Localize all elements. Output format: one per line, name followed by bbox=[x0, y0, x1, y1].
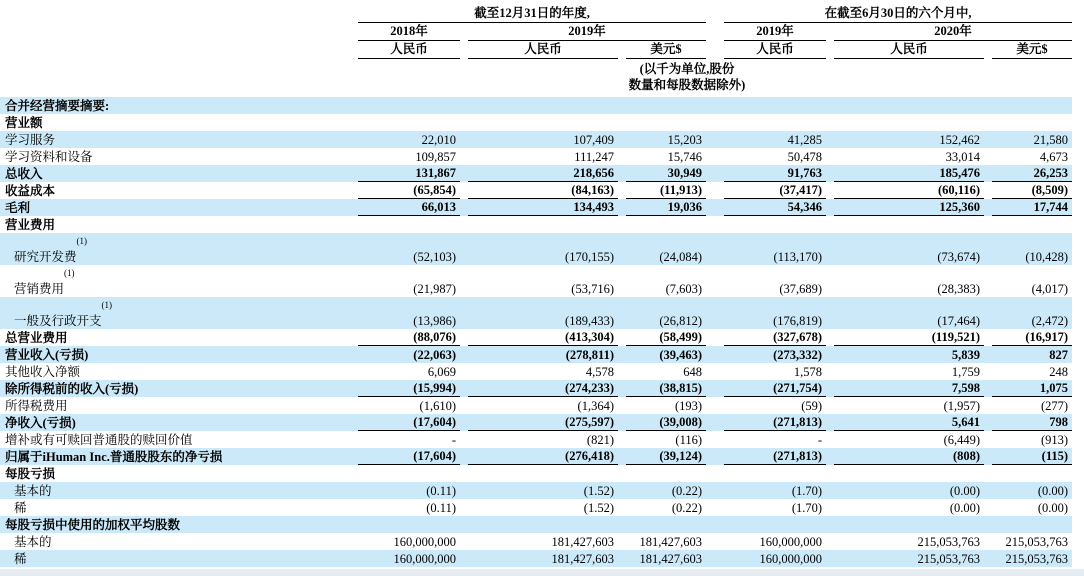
value-cell: 26,253 bbox=[984, 165, 1072, 182]
column-gap bbox=[706, 397, 716, 414]
value-cell: 160,000,000 bbox=[759, 552, 823, 566]
table-row bbox=[0, 414, 1072, 431]
column-gap bbox=[706, 431, 716, 448]
row-label: 营业额 bbox=[5, 116, 43, 130]
table-row bbox=[0, 499, 1072, 516]
value-cell: (0.00) bbox=[1037, 501, 1069, 515]
value-cell: 160,000,000 bbox=[393, 535, 456, 549]
value-cell bbox=[350, 465, 460, 482]
value-cell: 21,580 bbox=[1033, 133, 1069, 147]
value-cell: (26,812) bbox=[659, 314, 703, 328]
financial-summary-page bbox=[0, 5, 1084, 576]
table-row bbox=[0, 329, 1072, 346]
value-cell: (58,499) bbox=[618, 329, 706, 346]
unit-note-row bbox=[0, 59, 1072, 97]
value-cell: 1,578 bbox=[793, 365, 823, 379]
value-cell: (274,233) bbox=[460, 380, 618, 397]
value-cell: (39,463) bbox=[659, 348, 703, 362]
value-cell: 1,075 bbox=[984, 380, 1072, 397]
column-gap bbox=[706, 265, 716, 297]
year-header-2018: 2018年 bbox=[358, 23, 460, 41]
row-label: 归属于iHuman Inc.普通股股东的净亏损 bbox=[5, 450, 223, 464]
value-cell: (271,813) bbox=[716, 448, 826, 465]
row-label: 所得税费用 bbox=[5, 399, 68, 413]
column-gap bbox=[706, 516, 716, 533]
column-gap bbox=[706, 216, 716, 233]
value-cell: (37,417) bbox=[716, 182, 826, 199]
value-cell: 181,427,603 bbox=[639, 535, 703, 549]
value-cell: 50,478 bbox=[787, 150, 823, 164]
value-cell: (271,813) bbox=[716, 414, 826, 431]
value-cell: 248 bbox=[1049, 365, 1069, 379]
value-cell bbox=[826, 465, 984, 482]
value-cell: - bbox=[451, 433, 456, 447]
value-cell: (276,418) bbox=[460, 448, 618, 465]
value-cell: (4,017) bbox=[1031, 282, 1069, 296]
value-cell bbox=[460, 465, 618, 482]
value-cell: 54,346 bbox=[716, 199, 826, 216]
value-cell: (6,449) bbox=[943, 433, 981, 447]
column-gap bbox=[706, 97, 716, 114]
value-cell: (8,509) bbox=[984, 182, 1072, 199]
value-cell: (913) bbox=[1040, 433, 1069, 447]
value-cell: 19,036 bbox=[618, 199, 706, 216]
value-cell: 160,000,000 bbox=[393, 552, 456, 566]
value-cell: (278,811) bbox=[565, 348, 614, 362]
value-cell: (0.00) bbox=[949, 484, 981, 498]
row-label: 净收入(亏损) bbox=[5, 416, 76, 430]
value-cell bbox=[460, 216, 618, 233]
row-label: 稀 bbox=[14, 501, 27, 515]
row-label: 基本的 bbox=[14, 484, 52, 498]
row-label: 学习服务 bbox=[5, 133, 56, 147]
value-cell: (1.52) bbox=[583, 484, 614, 498]
value-cell: (65,854) bbox=[350, 182, 460, 199]
value-cell: 15,746 bbox=[667, 150, 703, 164]
value-cell: (0.22) bbox=[671, 484, 703, 498]
table-row bbox=[0, 233, 1072, 265]
value-cell: (1,364) bbox=[577, 399, 614, 413]
row-label: 收益成本 bbox=[5, 184, 56, 198]
table-row bbox=[0, 165, 1072, 182]
value-cell: (1,957) bbox=[943, 399, 981, 413]
table-row bbox=[0, 448, 1072, 465]
row-label: 营业费用 bbox=[5, 218, 56, 232]
row-label: 毛利 bbox=[5, 201, 31, 215]
unit-note: (以千为单位,股份 数量和每股数据除外) bbox=[628, 62, 746, 92]
footnote-marker: (1) bbox=[101, 300, 113, 310]
value-cell bbox=[350, 516, 460, 533]
row-label: (1) 一般及行政开支 bbox=[14, 300, 113, 328]
value-cell: (17,464) bbox=[937, 314, 981, 328]
value-cell bbox=[716, 216, 826, 233]
value-cell: (39,008) bbox=[618, 414, 706, 431]
value-cell bbox=[984, 114, 1072, 131]
value-cell: (17,604) bbox=[350, 448, 460, 465]
value-cell: 181,427,603 bbox=[551, 552, 614, 566]
column-gap bbox=[706, 380, 716, 397]
row-label: 总收入 bbox=[5, 167, 43, 181]
table-row bbox=[0, 550, 1072, 567]
value-cell bbox=[618, 516, 706, 533]
value-cell: 215,053,763 bbox=[1005, 535, 1069, 549]
value-cell: 215,053,763 bbox=[1005, 552, 1069, 566]
value-cell: (21,987) bbox=[413, 282, 456, 296]
row-label: 学习资料和设备 bbox=[5, 150, 93, 164]
value-cell bbox=[716, 516, 826, 533]
column-group-header-row bbox=[0, 5, 1072, 23]
value-cell: 17,744 bbox=[984, 199, 1072, 216]
value-cell bbox=[460, 97, 618, 114]
column-gap bbox=[706, 297, 716, 329]
value-cell: (73,674) bbox=[937, 250, 981, 264]
value-cell bbox=[984, 465, 1072, 482]
value-cell bbox=[716, 114, 826, 131]
currency-header: 美元$ bbox=[626, 41, 706, 59]
table-row bbox=[0, 131, 1072, 148]
column-gap bbox=[706, 465, 716, 482]
table-row bbox=[0, 297, 1072, 329]
year-header-2019-interim: 2019年 bbox=[724, 23, 826, 41]
col-group-title-six-months: 在截至6月30日的六个月中, bbox=[724, 5, 1072, 23]
value-cell bbox=[826, 114, 984, 131]
column-gap bbox=[706, 363, 716, 380]
value-cell: 22,010 bbox=[421, 133, 456, 147]
value-cell: (275,597) bbox=[460, 414, 618, 431]
row-label: 除所得税前的收入(亏损) bbox=[5, 382, 139, 396]
value-cell: 181,427,603 bbox=[639, 552, 703, 566]
value-cell bbox=[826, 216, 984, 233]
value-cell: (808) bbox=[826, 448, 984, 465]
value-cell: 30,949 bbox=[618, 165, 706, 182]
value-cell: (189,433) bbox=[565, 314, 614, 328]
row-label: 合并经营摘要摘要: bbox=[5, 99, 110, 113]
value-cell: 215,053,763 bbox=[917, 552, 981, 566]
financial-summary-table bbox=[0, 5, 1072, 567]
table-row bbox=[0, 199, 1072, 216]
value-cell: 66,013 bbox=[350, 199, 460, 216]
year-header-row bbox=[0, 23, 1072, 41]
value-cell: (1,610) bbox=[419, 399, 456, 413]
value-cell: 218,656 bbox=[460, 165, 618, 182]
value-cell: 160,000,000 bbox=[759, 535, 823, 549]
value-cell bbox=[350, 114, 460, 131]
value-cell: (11,913) bbox=[618, 182, 706, 199]
value-cell: (53,716) bbox=[571, 282, 614, 296]
value-cell: (2,472) bbox=[1031, 314, 1069, 328]
currency-header: 人民币 bbox=[834, 41, 984, 59]
value-cell bbox=[460, 516, 618, 533]
value-cell: 91,763 bbox=[716, 165, 826, 182]
column-gap bbox=[706, 114, 716, 131]
value-cell: (38,815) bbox=[618, 380, 706, 397]
value-cell: 134,493 bbox=[460, 199, 618, 216]
value-cell: (59) bbox=[801, 399, 823, 413]
value-cell: 1,759 bbox=[951, 365, 981, 379]
year-header-2020: 2020年 bbox=[834, 23, 1072, 41]
value-cell: (39,124) bbox=[618, 448, 706, 465]
row-label: (1) 营销费用 bbox=[14, 268, 75, 296]
value-cell: 111,247 bbox=[574, 150, 614, 164]
value-cell: (193) bbox=[674, 399, 703, 413]
row-label: 每股亏损 bbox=[5, 467, 56, 481]
value-cell bbox=[826, 516, 984, 533]
value-cell: 41,285 bbox=[787, 133, 823, 147]
currency-header: 人民币 bbox=[468, 41, 618, 59]
value-cell: 5,839 bbox=[951, 348, 981, 362]
value-cell: (170,155) bbox=[565, 250, 614, 264]
value-cell bbox=[826, 97, 984, 114]
column-gap bbox=[706, 329, 716, 346]
value-cell: (176,819) bbox=[773, 314, 823, 328]
value-cell: (115) bbox=[984, 448, 1072, 465]
value-cell: 107,409 bbox=[573, 133, 614, 147]
year-header-2019: 2019年 bbox=[468, 23, 706, 41]
value-cell bbox=[716, 97, 826, 114]
column-gap bbox=[706, 414, 716, 431]
table-row bbox=[0, 380, 1072, 397]
value-cell bbox=[984, 216, 1072, 233]
column-gap bbox=[706, 199, 716, 216]
value-cell bbox=[716, 465, 826, 482]
value-cell: (16,917) bbox=[984, 329, 1072, 346]
column-gap bbox=[706, 41, 716, 59]
value-cell: - bbox=[817, 433, 823, 447]
value-cell bbox=[984, 97, 1072, 114]
value-cell: 215,053,763 bbox=[917, 535, 981, 549]
bottom-partial-stripe bbox=[0, 569, 1084, 576]
footnote-marker: (1) bbox=[64, 268, 75, 278]
value-cell bbox=[618, 114, 706, 131]
value-cell: 15,203 bbox=[667, 133, 703, 147]
value-cell: (119,521) bbox=[826, 329, 984, 346]
value-cell: (1.70) bbox=[791, 501, 823, 515]
value-cell: (0.11) bbox=[426, 501, 456, 515]
row-label: 增补或有可赎回普通股的赎回价值 bbox=[5, 433, 193, 447]
row-label: 稀 bbox=[14, 552, 27, 566]
value-cell: 131,867 bbox=[350, 165, 460, 182]
value-cell: (7,603) bbox=[665, 282, 703, 296]
value-cell: (0.11) bbox=[426, 484, 456, 498]
footnote-marker: (1) bbox=[76, 236, 88, 246]
value-cell: (28,383) bbox=[937, 282, 981, 296]
value-cell: (273,332) bbox=[773, 348, 823, 362]
table-row bbox=[0, 533, 1072, 550]
table-row bbox=[0, 465, 1072, 482]
column-gap bbox=[706, 5, 716, 23]
value-cell: (277) bbox=[1040, 399, 1069, 413]
value-cell: 185,476 bbox=[826, 165, 984, 182]
row-label: (1) 研究开发费 bbox=[14, 236, 88, 264]
column-gap bbox=[706, 550, 716, 567]
value-cell: 798 bbox=[984, 414, 1072, 431]
table-row bbox=[0, 363, 1072, 380]
value-cell: (116) bbox=[675, 433, 703, 447]
table-row bbox=[0, 114, 1072, 131]
value-cell: 7,598 bbox=[826, 380, 984, 397]
value-cell: (413,304) bbox=[460, 329, 618, 346]
value-cell bbox=[350, 216, 460, 233]
value-cell: 648 bbox=[683, 365, 703, 379]
value-cell: 181,427,603 bbox=[551, 535, 614, 549]
row-label: 总营业费用 bbox=[5, 331, 68, 345]
column-gap bbox=[706, 182, 716, 199]
value-cell: (0.22) bbox=[671, 501, 703, 515]
value-cell bbox=[350, 97, 460, 114]
column-gap bbox=[706, 233, 716, 265]
value-cell: (52,103) bbox=[413, 250, 456, 264]
column-gap bbox=[706, 499, 716, 516]
value-cell: (271,754) bbox=[716, 380, 826, 397]
value-cell: (113,170) bbox=[773, 250, 823, 264]
value-cell: (1.70) bbox=[791, 484, 823, 498]
currency-header: 人民币 bbox=[724, 41, 826, 59]
value-cell: 5,641 bbox=[826, 414, 984, 431]
value-cell bbox=[618, 97, 706, 114]
value-cell: (17,604) bbox=[350, 414, 460, 431]
column-gap bbox=[706, 148, 716, 165]
column-gap bbox=[706, 131, 716, 148]
column-gap bbox=[706, 533, 716, 550]
value-cell bbox=[618, 465, 706, 482]
column-gap bbox=[706, 346, 716, 363]
row-label: 营业收入(亏损) bbox=[5, 348, 89, 362]
table-row bbox=[0, 516, 1072, 533]
value-cell: 152,462 bbox=[939, 133, 981, 147]
value-cell bbox=[984, 516, 1072, 533]
row-label: 其他收入净额 bbox=[5, 365, 81, 379]
value-cell: (1.52) bbox=[583, 501, 614, 515]
value-cell: 109,857 bbox=[415, 150, 456, 164]
value-cell: (84,163) bbox=[460, 182, 618, 199]
value-cell: (37,689) bbox=[779, 282, 823, 296]
table-row bbox=[0, 265, 1072, 297]
row-label: 每股亏损中使用的加权平均股数 bbox=[5, 518, 181, 532]
value-cell: (88,076) bbox=[350, 329, 460, 346]
value-cell: 125,360 bbox=[826, 199, 984, 216]
row-label: 基本的 bbox=[14, 535, 52, 549]
col-group-title-annual: 截至12月31日的年度, bbox=[358, 5, 706, 23]
value-cell bbox=[618, 216, 706, 233]
value-cell: (60,116) bbox=[826, 182, 984, 199]
column-gap bbox=[706, 482, 716, 499]
table-row bbox=[0, 397, 1072, 414]
table-row bbox=[0, 431, 1072, 448]
table-row bbox=[0, 482, 1072, 499]
table-row bbox=[0, 182, 1072, 199]
currency-header-row bbox=[0, 41, 1072, 59]
table-row bbox=[0, 97, 1072, 114]
table-row bbox=[0, 148, 1072, 165]
value-cell: (0.00) bbox=[949, 501, 981, 515]
currency-header: 美元$ bbox=[992, 41, 1072, 59]
column-gap bbox=[706, 165, 716, 182]
value-cell: (821) bbox=[586, 433, 614, 447]
value-cell: 6,069 bbox=[427, 365, 456, 379]
value-cell: (13,986) bbox=[413, 314, 456, 328]
value-cell: (15,994) bbox=[350, 380, 460, 397]
currency-header: 人民币 bbox=[358, 41, 460, 59]
value-cell: 4,578 bbox=[585, 365, 614, 379]
column-gap bbox=[706, 23, 716, 41]
value-cell: 33,014 bbox=[945, 150, 981, 164]
value-cell: (10,428) bbox=[1025, 250, 1069, 264]
table-row bbox=[0, 346, 1072, 363]
value-cell: (327,678) bbox=[716, 329, 826, 346]
table-row bbox=[0, 216, 1072, 233]
value-cell: (24,084) bbox=[659, 250, 703, 264]
value-cell: 827 bbox=[1049, 348, 1069, 362]
value-cell: 4,673 bbox=[1039, 150, 1069, 164]
value-cell bbox=[460, 114, 618, 131]
value-cell: (0.00) bbox=[1037, 484, 1069, 498]
column-gap bbox=[706, 448, 716, 465]
value-cell: (22,063) bbox=[413, 348, 456, 362]
